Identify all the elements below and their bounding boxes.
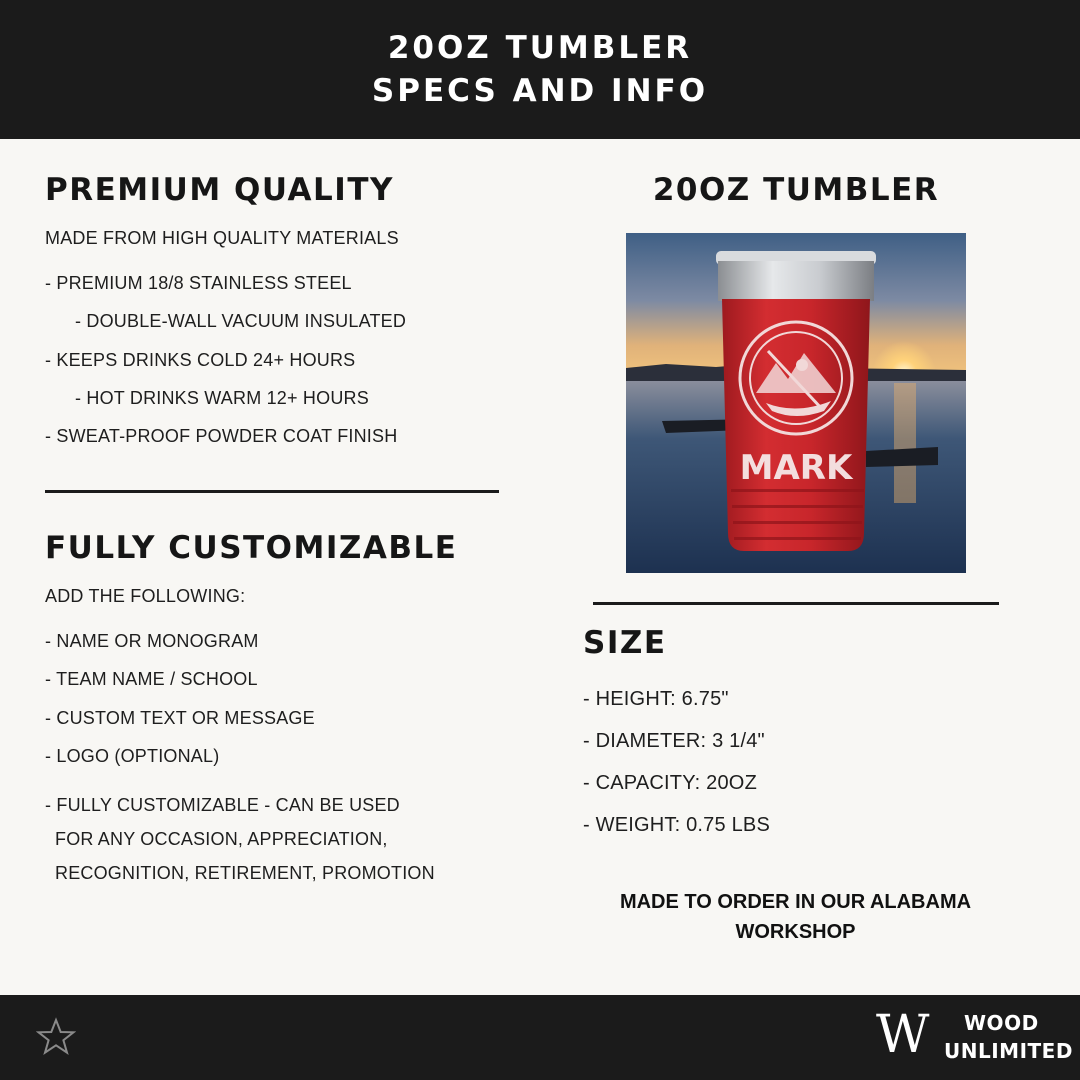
made-to-order-note: MADE TO ORDER IN OUR ALABAMA WORKSHOP xyxy=(619,891,972,943)
premium-item: - PREMIUM 18/8 STAINLESS STEEL xyxy=(45,273,352,293)
section-divider xyxy=(45,490,499,493)
engraved-name-text: MARK xyxy=(739,448,853,488)
premium-item: - HOT DRINKS WARM 12+ HOURS xyxy=(75,388,369,408)
brand-logo xyxy=(876,1005,1073,1070)
product-heading: 20OZ TUMBLER xyxy=(652,172,940,208)
size-item: - CAPACITY: 20OZ xyxy=(583,772,757,794)
header-title-line2: SPECS AND INFO xyxy=(371,73,709,109)
section-divider xyxy=(593,602,999,605)
logo-text-line2: UNLIMITED xyxy=(944,1039,1073,1063)
logo-mark: W xyxy=(876,1005,930,1065)
product-photo xyxy=(626,233,966,573)
page-footer xyxy=(0,995,1080,1080)
customizable-item: - CUSTOM TEXT OR MESSAGE xyxy=(45,708,315,728)
customizable-note-line: FOR ANY OCCASION, APPRECIATION, xyxy=(55,829,388,849)
page-header xyxy=(0,0,1080,139)
size-item: - WEIGHT: 0.75 LBS xyxy=(583,814,770,836)
logo-text-line1: WOOD xyxy=(964,1011,1039,1035)
customizable-heading: FULLY CUSTOMIZABLE xyxy=(45,530,458,566)
star-outline-icon xyxy=(36,1017,76,1057)
size-item: - HEIGHT: 6.75" xyxy=(583,688,729,710)
premium-quality-heading: PREMIUM QUALITY xyxy=(45,172,394,208)
header-title-line1: 20OZ TUMBLER xyxy=(387,30,693,66)
premium-item: - SWEAT-PROOF POWDER COAT FINISH xyxy=(45,426,398,446)
customizable-subtitle: ADD THE FOLLOWING: xyxy=(45,586,246,606)
customizable-item: - LOGO (OPTIONAL) xyxy=(45,746,220,766)
premium-item: - DOUBLE-WALL VACUUM INSULATED xyxy=(75,311,407,331)
customizable-note-line: - FULLY CUSTOMIZABLE - CAN BE USED xyxy=(45,795,400,815)
size-heading: SIZE xyxy=(583,625,667,661)
customizable-note-line: RECOGNITION, RETIREMENT, PROMOTION xyxy=(55,863,435,883)
size-item: - DIAMETER: 3 1/4" xyxy=(583,730,765,752)
premium-item: - KEEPS DRINKS COLD 24+ HOURS xyxy=(45,350,356,370)
customizable-item: - NAME OR MONOGRAM xyxy=(45,631,259,651)
customizable-item: - TEAM NAME / SCHOOL xyxy=(45,669,258,689)
premium-subtitle: MADE FROM HIGH QUALITY MATERIALS xyxy=(45,228,399,248)
